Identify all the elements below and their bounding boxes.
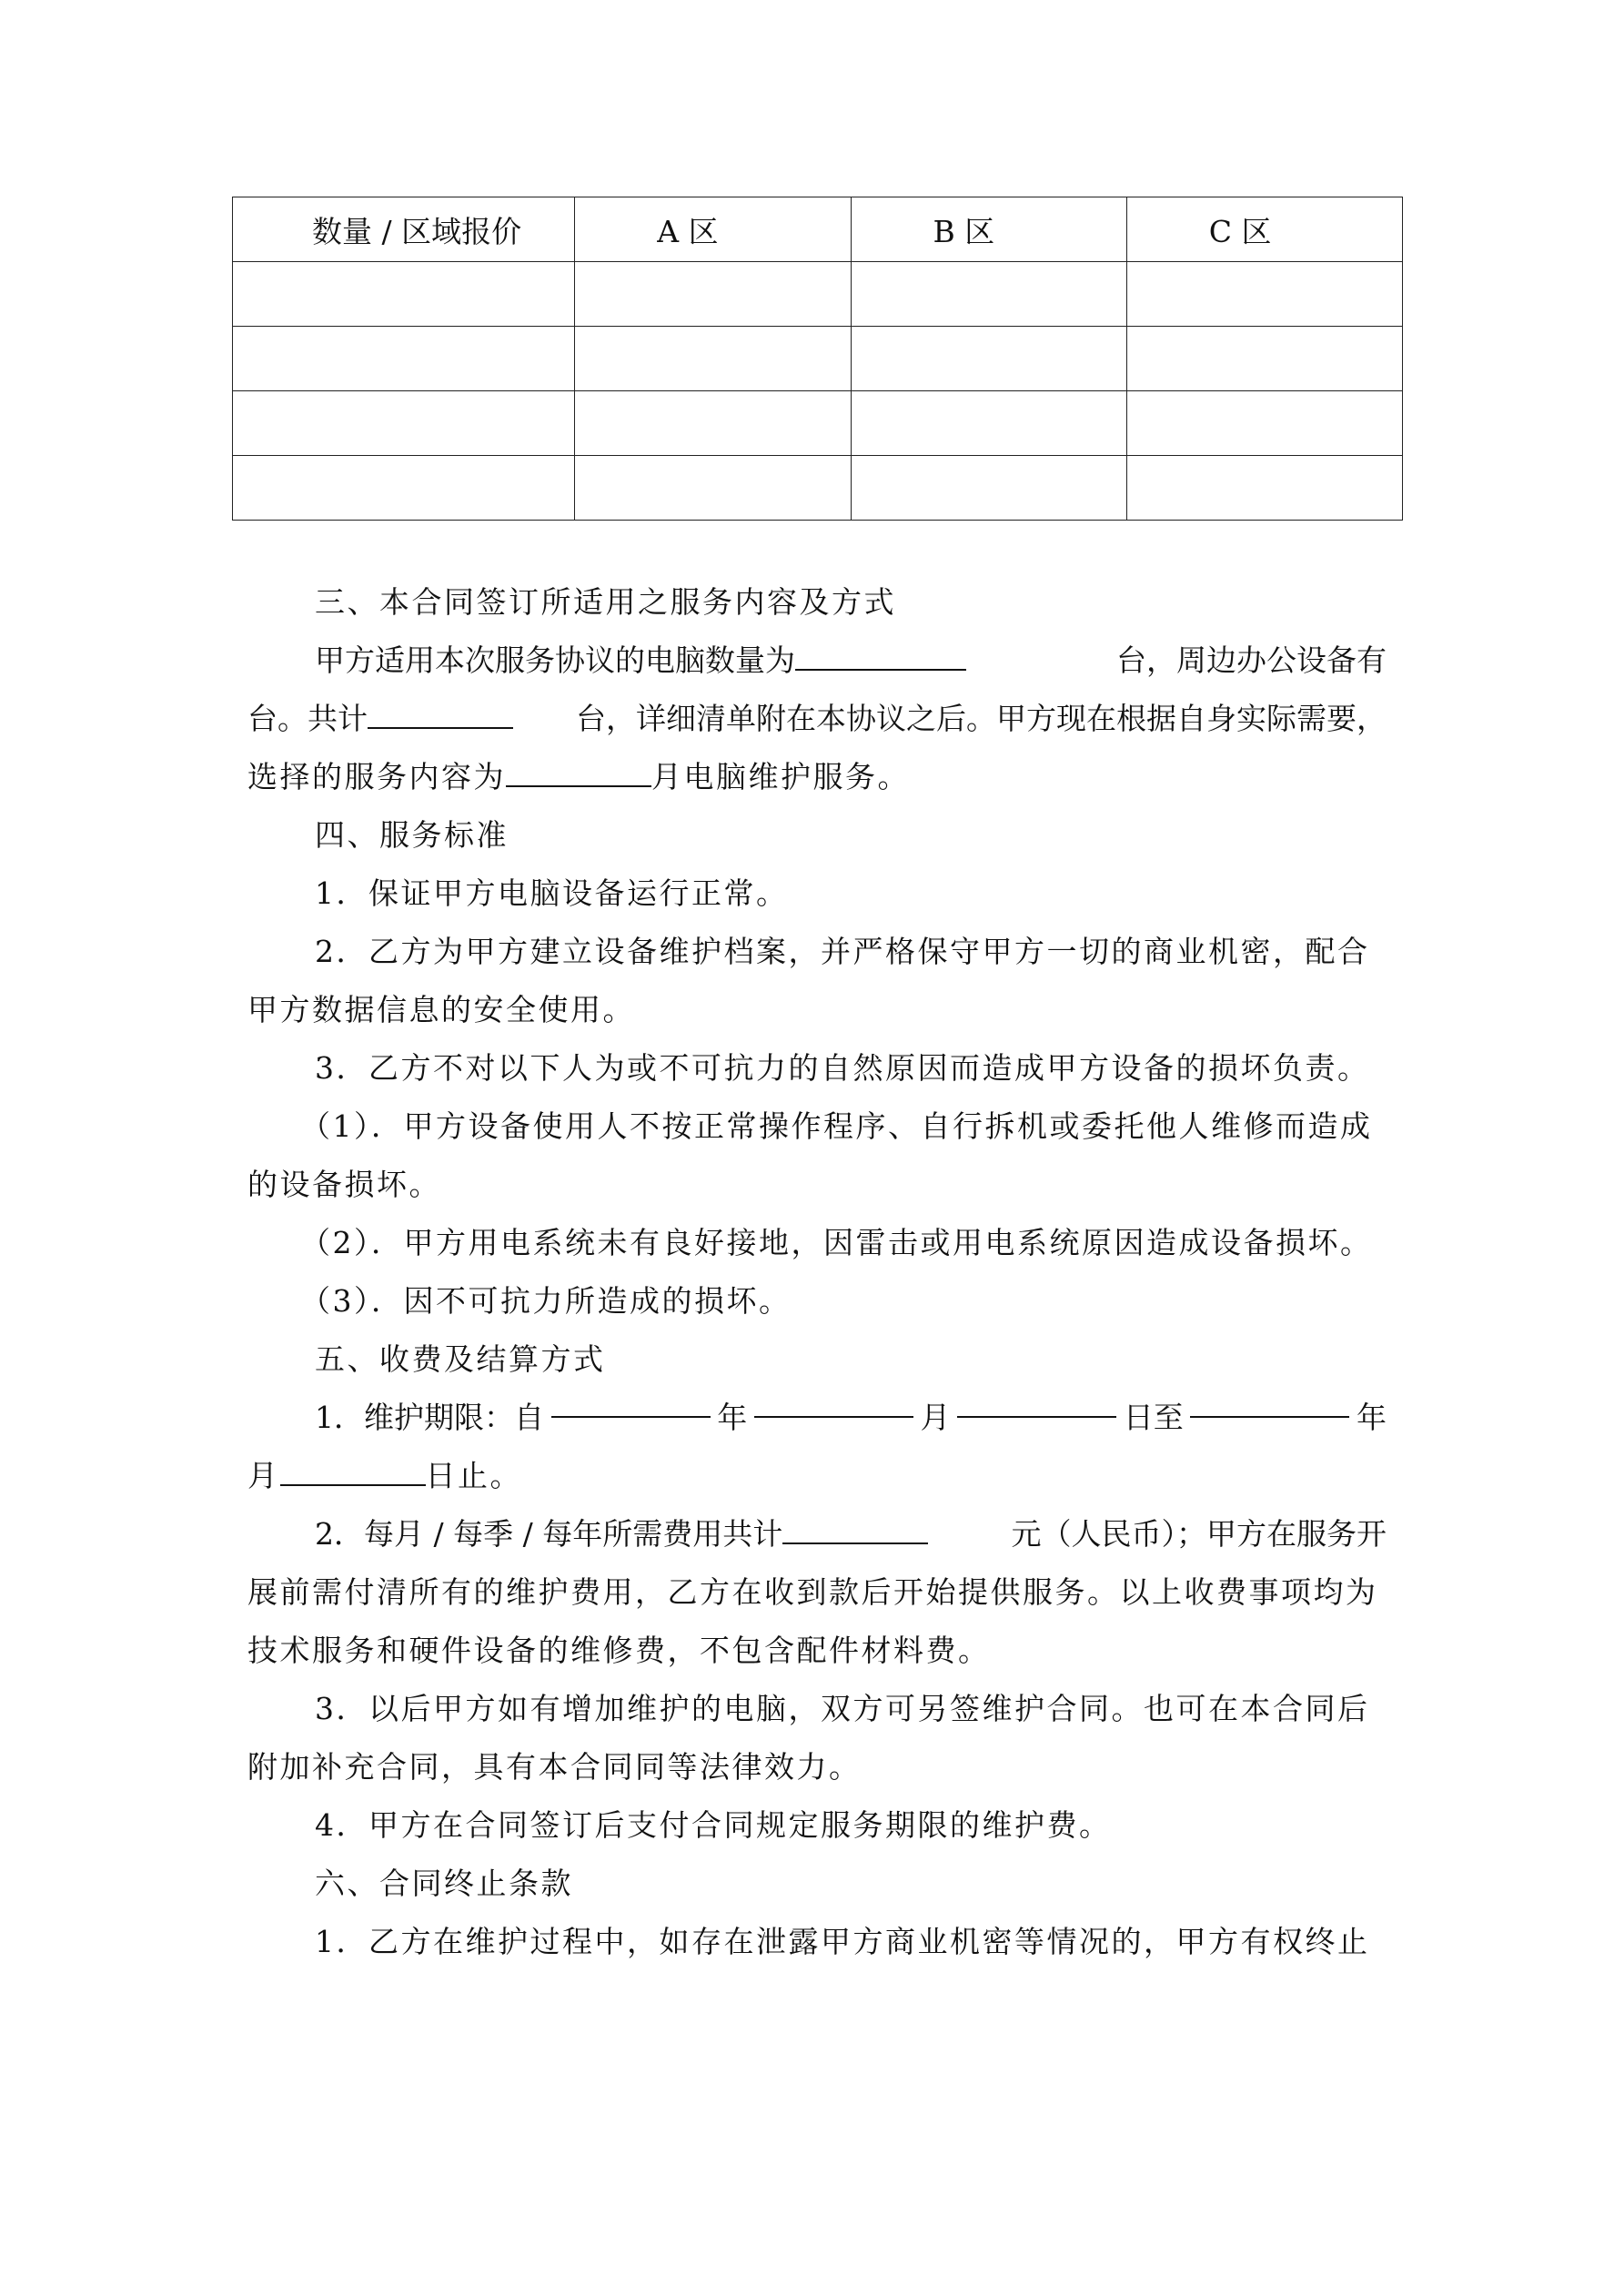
table-cell[interactable] <box>851 327 1126 391</box>
text: 月 <box>247 1458 280 1493</box>
table-row <box>233 456 1403 521</box>
text: 甲方适用本次服务协议的电脑数量为 <box>315 642 795 678</box>
text: 元（人民币）；甲方在服务开 <box>1011 1516 1387 1552</box>
section-5-item-2-line-3: 技术服务和硬件设备的维修费，不包含配件材料费。 <box>247 1633 991 1668</box>
section-5-heading: 五、收费及结算方式 <box>315 1341 606 1377</box>
table-cell[interactable] <box>851 262 1126 327</box>
section-5-item-4: 4．甲方在合同签订后支付合同规定服务期限的维护费。 <box>315 1807 1112 1843</box>
section-5-item-2-line-1 <box>247 1505 1387 1563</box>
section-5-item-1-line-1 <box>247 1389 1387 1447</box>
zone-quote-table <box>232 197 1403 521</box>
table-cell[interactable] <box>575 456 851 521</box>
text: 台。共计 <box>247 701 368 736</box>
section-5-item-3-line-1: 3．以后甲方如有增加维护的电脑，双方可另签维护合同。也可在本合同后 <box>315 1691 1370 1726</box>
section-3-paragraph-line-2 <box>247 690 1387 748</box>
section-4-item-2-line-2: 甲方数据信息的安全使用。 <box>247 992 635 1027</box>
section-4-sub-1-line-2: 的设备损坏。 <box>247 1167 441 1202</box>
section-6-heading: 六、合同终止条款 <box>315 1866 573 1901</box>
table-cell[interactable] <box>233 262 575 327</box>
table-cell[interactable] <box>1126 327 1402 391</box>
table-cell[interactable] <box>575 262 851 327</box>
text: 年 <box>1357 1400 1387 1435</box>
table-row <box>233 391 1403 456</box>
section-5-item-1-line-2 <box>247 1447 1387 1505</box>
section-4-heading: 四、服务标准 <box>315 817 509 853</box>
text: 1．维护期限：自 <box>315 1400 544 1435</box>
table-row <box>233 327 1403 391</box>
text: 台，详细清单附在本协议之后。甲方现在根据自身实际需要， <box>576 701 1387 736</box>
section-4-sub-2: （2）．甲方用电系统未有良好接地，因雷击或用电系统原因造成设备损坏。 <box>300 1225 1373 1260</box>
section-4-item-2-line-1: 2．乙方为甲方建立设备维护档案，并严格保守甲方一切的商业机密，配合 <box>315 934 1370 969</box>
section-3-paragraph-line-1 <box>247 632 1387 690</box>
total-count-blank[interactable] <box>368 700 513 729</box>
section-5-item-2-line-2: 展前需付清所有的维护费用，乙方在收到款后开始提供服务。以上收费事项均为 <box>247 1574 1378 1610</box>
header-zone-c: C 区 <box>1126 197 1402 262</box>
text: 2．每月 / 每季 / 每年所需费用共计 <box>315 1516 783 1552</box>
computer-count-blank[interactable] <box>795 642 966 671</box>
start-year-blank[interactable] <box>551 1389 711 1418</box>
start-day-blank[interactable] <box>957 1389 1116 1418</box>
text: 选择的服务内容为 <box>247 759 506 794</box>
section-4-item-3: 3．乙方不对以下人为或不可抗力的自然原因而造成甲方设备的损坏负责。 <box>315 1050 1370 1086</box>
end-day-blank[interactable] <box>280 1457 426 1486</box>
section-3-heading: 三、本合同签订所适用之服务内容及方式 <box>315 584 896 620</box>
table-cell[interactable] <box>233 456 575 521</box>
section-4-item-1: 1．保证甲方电脑设备运行正常。 <box>315 875 789 911</box>
text: 日至 <box>1123 1400 1184 1435</box>
table-cell[interactable] <box>233 327 575 391</box>
table-cell[interactable] <box>1126 262 1402 327</box>
end-year-blank[interactable] <box>1190 1389 1349 1418</box>
text: 月 <box>920 1400 951 1435</box>
table-cell[interactable] <box>575 327 851 391</box>
text: 年 <box>717 1400 748 1435</box>
fee-amount-blank[interactable] <box>782 1515 928 1544</box>
section-3-paragraph-line-3 <box>247 748 1387 806</box>
table-row <box>233 262 1403 327</box>
header-zone-a: A 区 <box>575 197 851 262</box>
section-6-item-1: 1．乙方在维护过程中，如存在泄露甲方商业机密等情况的，甲方有权终止 <box>315 1924 1370 1959</box>
start-month-blank[interactable] <box>754 1389 913 1418</box>
table-cell[interactable] <box>233 391 575 456</box>
table-cell[interactable] <box>1126 456 1402 521</box>
text: 日止。 <box>425 1458 522 1493</box>
table-cell[interactable] <box>1126 391 1402 456</box>
contract-body <box>247 573 1387 1971</box>
section-4-sub-1-line-1: （1）．甲方设备使用人不按正常操作程序、自行拆机或委托他人维修而造成 <box>300 1108 1373 1144</box>
header-quantity-zone-price: 数量 / 区域报价 <box>233 197 575 262</box>
header-zone-b: B 区 <box>851 197 1126 262</box>
text: 台，周边办公设备有 <box>1116 642 1387 678</box>
section-4-sub-3: （3）．因不可抗力所造成的损坏。 <box>300 1283 792 1319</box>
table-header-row <box>233 197 1403 262</box>
section-5-item-3-line-2: 附加补充合同，具有本合同同等法律效力。 <box>247 1749 862 1785</box>
service-months-blank[interactable] <box>506 758 651 787</box>
table-cell[interactable] <box>851 456 1126 521</box>
table-cell[interactable] <box>851 391 1126 456</box>
table-cell[interactable] <box>575 391 851 456</box>
text: 月电脑维护服务。 <box>651 759 910 794</box>
